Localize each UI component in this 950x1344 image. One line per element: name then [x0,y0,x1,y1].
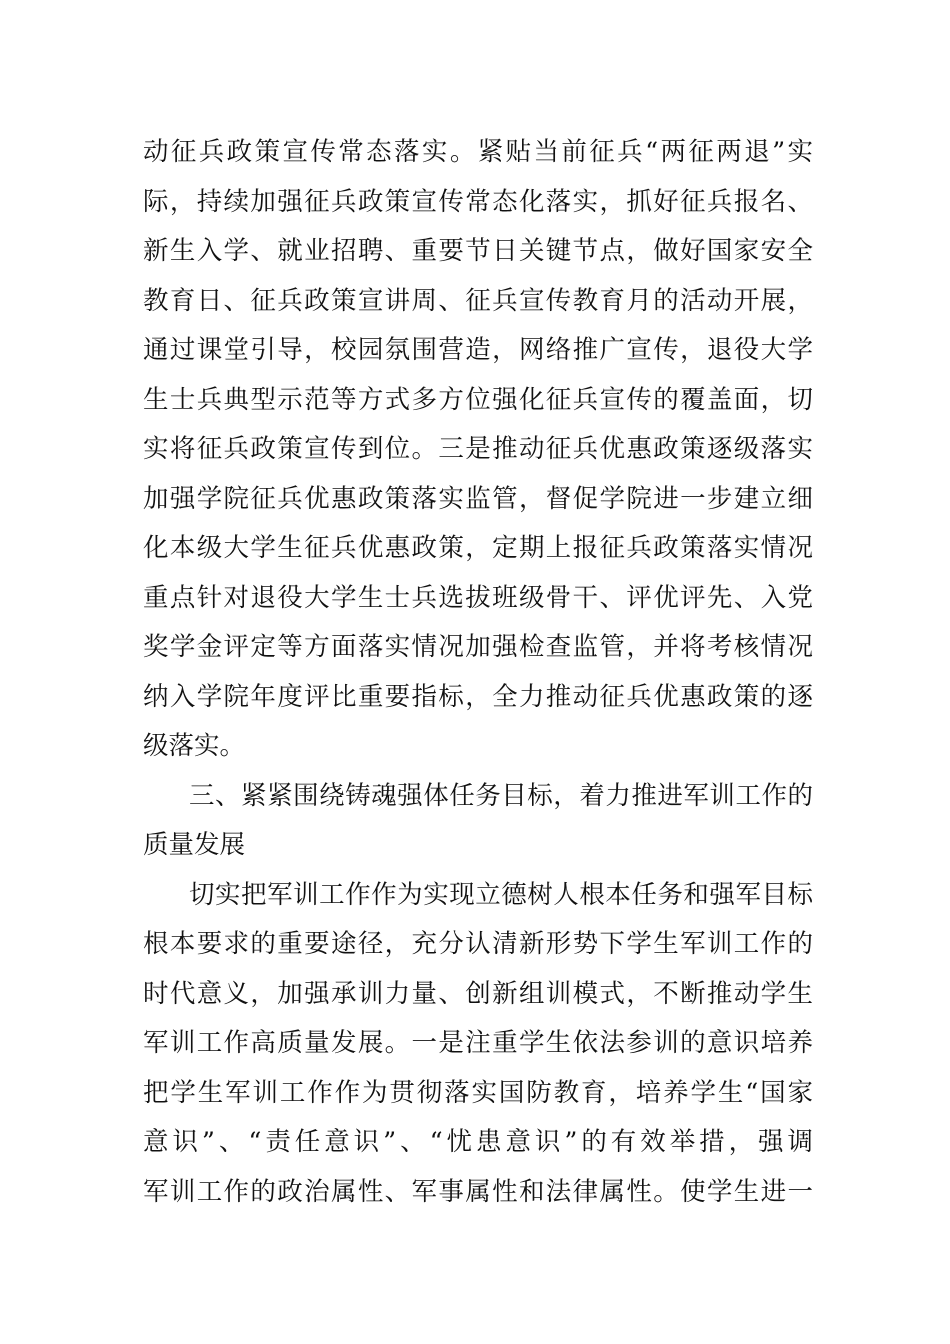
text-line: 新生入学、就业招聘、重要节日关键节点，做好国家安全 [143,236,813,266]
text-line: 重点针对退役大学生士兵选拔班级骨干、评优评先、入党 [143,582,813,613]
paragraph-first-line: 切实把军训工作作为实现立德树人根本任务和强军目标 [189,879,813,910]
text-line: 奖学金评定等方面落实情况加强检查监管，并将考核情况 [143,632,813,662]
text-line: 军训工作的政治属性、军事属性和法律属性。使学生进一 [143,1176,813,1207]
text-line: 动征兵政策宣传常态落实。紧贴当前征兵“两征两退”实 [143,137,813,167]
text-line: 实将征兵政策宣传到位。三是推动征兵优惠政策逐级落实 [143,434,813,464]
text-line: 军训工作高质量发展。一是注重学生依法参训的意识培养 [143,1028,813,1058]
text-line: 把学生军训工作作为贯彻落实国防教育，培养学生“国家 [143,1077,813,1108]
section-heading: 三、紧紧围绕铸魂强体任务目标，着力推进军训工作的 [189,780,813,811]
text-line: 意识”、“责任意识”、“忧患意识”的有效举措，强调 [143,1127,813,1157]
text-line: 加强学院征兵优惠政策落实监管，督促学院进一步建立细 [143,483,813,514]
text-line: 生士兵典型示范等方式多方位强化征兵宣传的覆盖面，切 [143,384,813,415]
text-line: 根本要求的重要途径，充分认清新形势下学生军训工作的 [143,929,813,959]
text-line: 教育日、征兵政策宣讲周、征兵宣传教育月的活动开展， [143,285,813,316]
text-line: 化本级大学生征兵优惠政策，定期上报征兵政策落实情况 [143,533,813,563]
text-line: 纳入学院年度评比重要指标，全力推动征兵优惠政策的逐 [143,681,813,712]
text-line: 际，持续加强征兵政策宣传常态化落实，抓好征兵报名、 [143,186,813,217]
text-line: 级落实。 [143,731,246,761]
section-heading: 质量发展 [143,830,246,860]
text-line: 时代意义，加强承训力量、创新组训模式，不断推动学生 [143,978,813,1009]
text-line: 通过课堂引导，校园氛围营造，网络推广宣传，退役大学 [143,335,813,365]
